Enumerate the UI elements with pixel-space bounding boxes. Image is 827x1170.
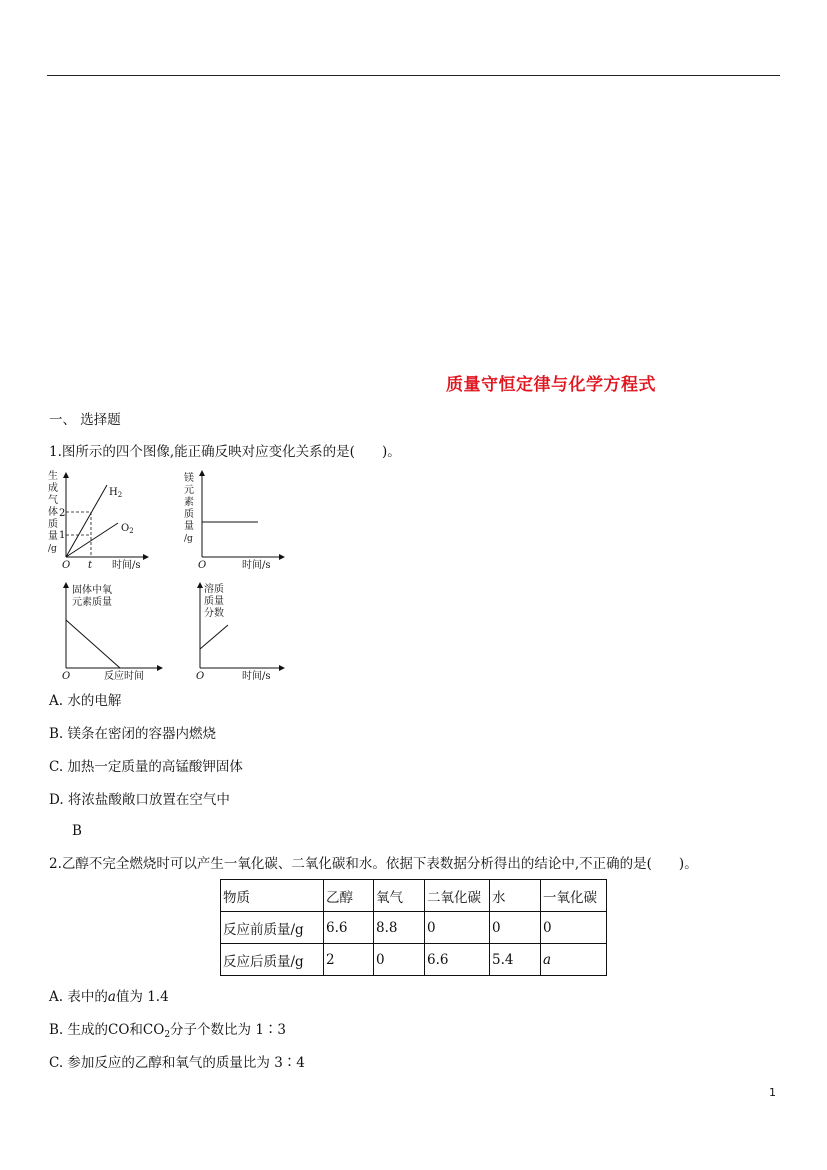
q1-option-c: C. 加热一定质量的高锰酸钾固体: [49, 759, 243, 775]
table-cell: 6.6: [324, 912, 374, 944]
graph4-ylabel-3: 分数: [204, 608, 224, 619]
q1-option-a: A. 水的电解: [49, 693, 122, 709]
question-2-stem: 2.乙醇不完全燃烧时可以产生一氧化碳、二氧化碳和水。依据下表数据分析得出的结论中,不正确的是( )。: [49, 856, 698, 872]
q1-answer: B: [72, 823, 82, 839]
graph1-xlabel: 时间/s: [112, 560, 141, 571]
graph2-ylabel-2: 元: [184, 485, 194, 496]
table-row: [221, 912, 607, 944]
graph1-ylabel-5: 质: [48, 519, 58, 530]
data-table: [220, 879, 607, 976]
question-1-figure: [44, 465, 294, 685]
table-cell: 0: [490, 912, 541, 944]
graph1-ylabel-1: 生: [48, 471, 58, 482]
q2-option-c: C. 参加反应的乙醇和氧气的质量比为 3∶4: [49, 1055, 305, 1071]
table-cell: 5.4: [490, 944, 541, 976]
graph3-xlabel: 反应时间: [104, 671, 144, 682]
q1-option-b: B. 镁条在密闭的容器内燃烧: [49, 726, 217, 742]
graph-magnesium: [184, 471, 284, 571]
table-header-cell: 氧气: [374, 880, 425, 912]
table-header-row: [221, 880, 607, 912]
table-cell: 反应后质量/g: [221, 944, 324, 976]
table-cell: 8.8: [374, 912, 425, 944]
q1-option-d: D. 将浓盐酸敞口放置在空气中: [49, 792, 230, 808]
graph1-ylabel-3: 气: [48, 495, 58, 506]
table-header-cell: 一氧化碳: [541, 880, 607, 912]
table-cell: 0: [374, 944, 425, 976]
graph-electrolysis: [48, 469, 148, 571]
page-title: 质量守恒定律与化学方程式: [446, 375, 656, 395]
table-cell: 2: [324, 944, 374, 976]
graph1-o2-label: $O_2$: [121, 523, 134, 535]
graph1-tick-2: 2: [59, 508, 66, 519]
table-cell: 6.6: [425, 944, 490, 976]
graph1-tick-1: 1: [59, 530, 66, 541]
page-number: 1: [769, 1086, 776, 1099]
graph1-ylabel-6: 量: [48, 531, 58, 542]
graph2-ylabel-1: 镁: [184, 473, 194, 484]
table-header-cell: 物质: [221, 880, 324, 912]
graph2-xlabel: 时间/s: [242, 560, 271, 571]
table-cell: 0: [425, 912, 490, 944]
graph4-xlabel: 时间/s: [242, 671, 271, 682]
graph1-origin: O: [62, 560, 71, 571]
graph-hydrochloric-acid: [196, 582, 284, 682]
question-1-stem: 1.图所示的四个图像,能正确反映对应变化关系的是( )。: [49, 444, 401, 460]
graph2-ylabel-5: 量: [184, 521, 194, 532]
graph-potassium-permanganate: [62, 583, 162, 682]
section-heading: 一、 选择题: [49, 412, 121, 428]
table-cell: 反应前质量/g: [221, 912, 324, 944]
graph4-ylabel-1: 溶质: [204, 584, 224, 595]
graph2-ylabel-4: 质: [184, 509, 194, 520]
graph3-ylabel-1: 固体中氧: [72, 585, 112, 596]
graph1-ylabel-2: 成: [48, 483, 58, 494]
graph3-origin: O: [62, 671, 71, 682]
graph1-ylabel-4: 体: [48, 507, 58, 518]
table-row: [221, 944, 607, 976]
table-cell: 0: [541, 912, 607, 944]
graph1-t-label: t: [88, 560, 93, 571]
graph2-origin: O: [198, 560, 207, 571]
header-rule: [47, 75, 780, 76]
graph2-ylabel-6: /g: [184, 534, 193, 544]
table-header-cell: 乙醇: [324, 880, 374, 912]
graph2-ylabel-3: 素: [184, 497, 194, 508]
graph4-origin: O: [196, 671, 205, 682]
graph1-ylabel-7: /g: [48, 544, 57, 554]
table-header-cell: 二氧化碳: [425, 880, 490, 912]
graph1-h2-label: $H_2$: [109, 487, 123, 499]
table-cell: a: [541, 944, 607, 976]
q2-option-a: A. 表中的a值为 1.4: [49, 989, 169, 1005]
graph3-ylabel-2: 元素质量: [72, 597, 112, 608]
graph4-ylabel-2: 质量: [204, 596, 224, 607]
q2-option-b: B. 生成的CO和$CO_2$分子个数比为 1∶3: [49, 1022, 287, 1040]
table-header-cell: 水: [490, 880, 541, 912]
